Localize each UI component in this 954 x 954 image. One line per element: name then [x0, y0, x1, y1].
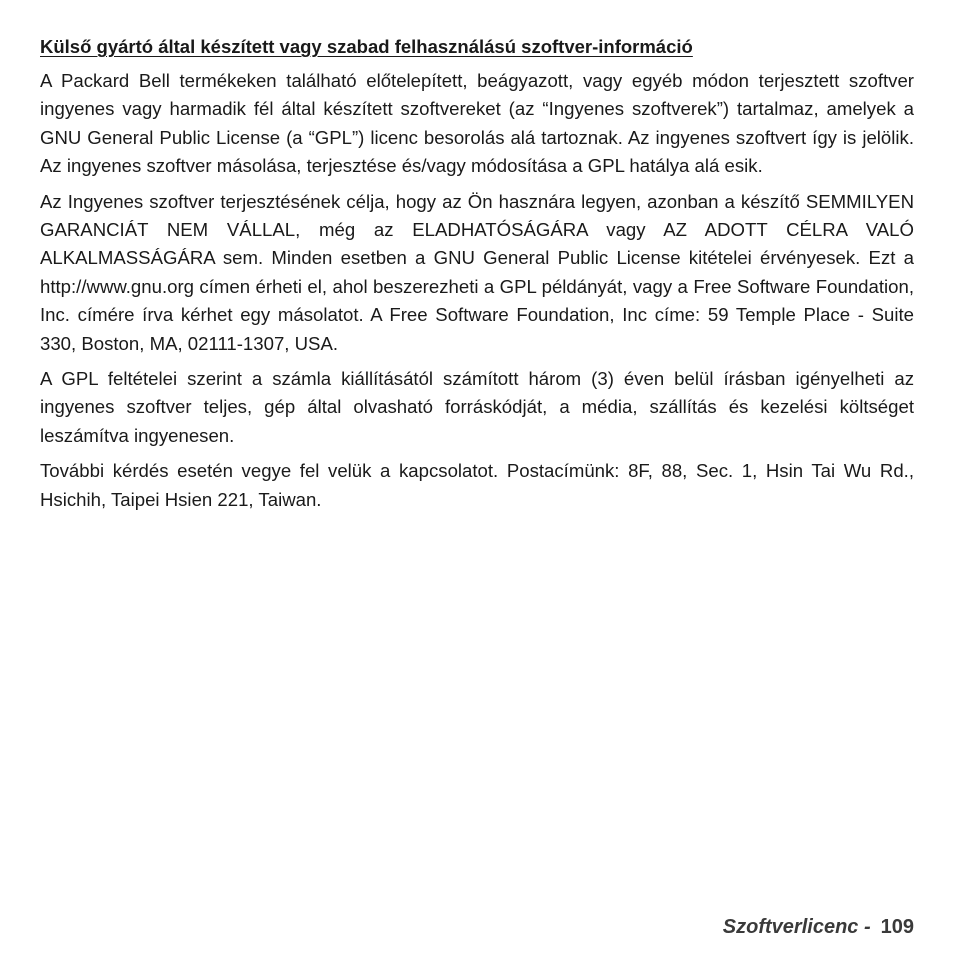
page-number: 109 — [880, 916, 914, 938]
paragraph-source-code: A GPL feltételei szerint a számla kiállításától számított három (3) éven belül írásban igényelheti az ingyenes szoftver teljes, gép által olvasható forráskódját, a média, szállítás és kezelési költséget leszámítva ingyenesen. — [40, 368, 914, 446]
paragraph-warranty: Az Ingyenes szoftver terjesztésének célja, hogy az Ön hasznára legyen, azonban a készítő SEMMILYEN GARANCIÁT NEM VÁLLAL, még az ELADHATÓSÁGÁRA vagy AZ ADOTT CÉLRA VALÓ ALKALMASSÁGÁRA sem. Minden esetben a GNU General Public License kitételei érvényesek. Ezt a http://www.gnu.org címen érheti el, ahol beszerezheti a GPL példányát, vagy a Free Software Foundation, Inc. címére írva kérhet egy másolatot. A Free Software Foundation, Inc címe: 59 Temple Place - Suite 330, Boston, MA, 02111-1307, USA. — [40, 190, 914, 354]
paragraph-contact: További kérdés esetén vegye fel velük a kapcsolatot. Postacímünk: 8F, 88, Sec. 1, Hsin Tai Wu Rd., Hsichih, Taipei Hsien 221, Taiwan. — [40, 460, 914, 510]
page-footer — [723, 916, 914, 939]
section-heading: Külső gyártó által készített vagy szabad felhasználású szoftver-információ — [40, 36, 693, 57]
paragraph-gpl-intro: A Packard Bell termékeken található előtelepített, beágyazott, vagy egyéb módon terjesztett szoftver ingyenes vagy harmadik fél által készített szoftvereket (az “Ingyenes szoftverek”) tartalmaz, amelyek a GNU General Public License (a “GPL”) licenc besorolás alá tartoznak. Az ingyenes szoftvert így is jelölik. Az ingyenes szoftver másolása, terjesztése és/vagy módosítása a GPL hatálya alá esik. — [40, 70, 914, 177]
document-body — [40, 34, 914, 521]
footer-section-name: Szoftverlicenc - — [722, 916, 871, 938]
